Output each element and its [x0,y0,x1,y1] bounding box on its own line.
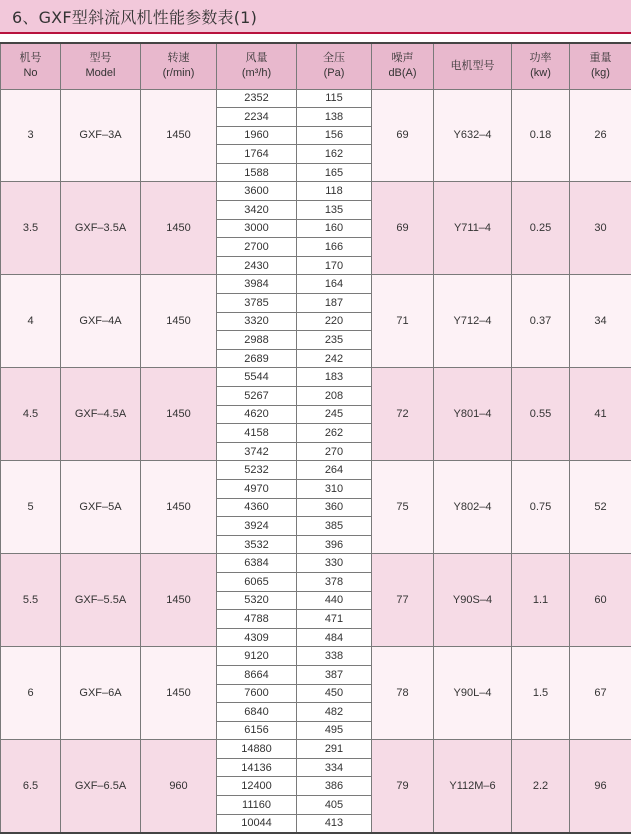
cell-pressure: 360 [297,498,372,517]
cell-motor: Y711–4 [434,182,512,275]
cell-airflow: 4970 [217,479,297,498]
cell-airflow: 4309 [217,628,297,647]
cell-no: 6 [1,647,61,740]
cell-airflow: 6384 [217,554,297,573]
cell-pressure: 484 [297,628,372,647]
cell-pressure: 135 [297,201,372,220]
cell-pressure: 166 [297,238,372,257]
table-row [1,275,631,294]
cell-airflow: 14136 [217,758,297,777]
cell-airflow: 4360 [217,498,297,517]
col-header-weight: 重量 (kg) [570,43,631,89]
cell-power: 1.1 [512,554,570,647]
cell-power: 0.18 [512,89,570,182]
cell-airflow: 9120 [217,647,297,666]
cell-airflow: 3984 [217,275,297,294]
cell-power: 0.37 [512,275,570,368]
title-bar [0,0,631,34]
cell-noise: 78 [372,647,434,740]
cell-weight: 30 [570,182,631,275]
cell-pressure: 495 [297,721,372,740]
col-header-no: 机号 No [1,43,61,89]
cell-model: GXF–3A [61,89,141,182]
cell-pressure: 138 [297,108,372,127]
cell-no: 3 [1,89,61,182]
cell-pressure: 440 [297,591,372,610]
cell-speed: 1450 [141,647,217,740]
cell-pressure: 245 [297,405,372,424]
cell-pressure: 183 [297,368,372,387]
table-row [1,740,631,759]
page-title: 6、GXF型斜流风机性能参数表(1) [12,8,258,27]
cell-airflow: 2689 [217,349,297,368]
cell-airflow: 7600 [217,684,297,703]
cell-airflow: 3924 [217,517,297,536]
cell-airflow: 5232 [217,461,297,480]
cell-speed: 1450 [141,368,217,461]
cell-airflow: 1960 [217,126,297,145]
cell-airflow: 1764 [217,145,297,164]
cell-pressure: 264 [297,461,372,480]
cell-speed: 1450 [141,275,217,368]
cell-airflow: 12400 [217,777,297,796]
cell-pressure: 450 [297,684,372,703]
col-header-motor: 电机型号 [434,43,512,89]
cell-pressure: 162 [297,145,372,164]
cell-pressure: 165 [297,163,372,182]
table-row [1,647,631,666]
cell-airflow: 3532 [217,535,297,554]
cell-airflow: 10044 [217,814,297,833]
cell-noise: 75 [372,461,434,554]
table-row [1,89,631,108]
cell-airflow: 6156 [217,721,297,740]
cell-airflow: 14880 [217,740,297,759]
cell-motor: Y90S–4 [434,554,512,647]
cell-motor: Y712–4 [434,275,512,368]
cell-pressure: 471 [297,610,372,629]
col-header-airflow: 风量 (m³/h) [217,43,297,89]
col-header-speed: 转速 (r/min) [141,43,217,89]
cell-model: GXF–6.5A [61,740,141,833]
cell-pressure: 156 [297,126,372,145]
cell-airflow: 3600 [217,182,297,201]
cell-airflow: 4158 [217,424,297,443]
cell-motor: Y632–4 [434,89,512,182]
cell-model: GXF–5.5A [61,554,141,647]
table-body [1,89,631,833]
cell-airflow: 5320 [217,591,297,610]
cell-airflow: 2352 [217,89,297,108]
cell-pressure: 385 [297,517,372,536]
cell-airflow: 6840 [217,703,297,722]
cell-speed: 1450 [141,89,217,182]
cell-model: GXF–6A [61,647,141,740]
cell-pressure: 164 [297,275,372,294]
cell-pressure: 405 [297,796,372,815]
cell-airflow: 1588 [217,163,297,182]
cell-weight: 41 [570,368,631,461]
cell-pressure: 330 [297,554,372,573]
cell-speed: 1450 [141,461,217,554]
cell-no: 6.5 [1,740,61,833]
cell-airflow: 2988 [217,331,297,350]
cell-weight: 34 [570,275,631,368]
cell-airflow: 3742 [217,442,297,461]
performance-table [0,42,631,834]
cell-pressure: 242 [297,349,372,368]
cell-power: 0.75 [512,461,570,554]
cell-pressure: 170 [297,256,372,275]
cell-noise: 77 [372,554,434,647]
cell-pressure: 378 [297,572,372,591]
cell-pressure: 310 [297,479,372,498]
cell-airflow: 2430 [217,256,297,275]
cell-pressure: 386 [297,777,372,796]
cell-pressure: 387 [297,665,372,684]
col-header-noise: 噪声 dB(A) [372,43,434,89]
cell-motor: Y112M–6 [434,740,512,833]
cell-airflow: 6065 [217,572,297,591]
cell-pressure: 187 [297,294,372,313]
cell-noise: 79 [372,740,434,833]
cell-weight: 52 [570,461,631,554]
cell-airflow: 5544 [217,368,297,387]
cell-airflow: 2234 [217,108,297,127]
cell-airflow: 3785 [217,294,297,313]
cell-power: 0.55 [512,368,570,461]
cell-weight: 26 [570,89,631,182]
cell-airflow: 3320 [217,312,297,331]
cell-no: 4.5 [1,368,61,461]
cell-pressure: 208 [297,387,372,406]
cell-pressure: 291 [297,740,372,759]
cell-pressure: 160 [297,219,372,238]
cell-pressure: 482 [297,703,372,722]
cell-no: 5 [1,461,61,554]
cell-power: 2.2 [512,740,570,833]
cell-model: GXF–5A [61,461,141,554]
cell-pressure: 220 [297,312,372,331]
cell-pressure: 338 [297,647,372,666]
table-row [1,461,631,480]
cell-airflow: 2700 [217,238,297,257]
cell-noise: 69 [372,182,434,275]
cell-no: 4 [1,275,61,368]
cell-motor: Y802–4 [434,461,512,554]
cell-weight: 60 [570,554,631,647]
cell-pressure: 334 [297,758,372,777]
cell-airflow: 3420 [217,201,297,220]
cell-noise: 72 [372,368,434,461]
cell-speed: 1450 [141,182,217,275]
cell-model: GXF–4.5A [61,368,141,461]
cell-weight: 67 [570,647,631,740]
cell-motor: Y801–4 [434,368,512,461]
col-header-power: 功率 (kw) [512,43,570,89]
cell-power: 1.5 [512,647,570,740]
cell-airflow: 8664 [217,665,297,684]
cell-weight: 96 [570,740,631,833]
cell-noise: 69 [372,89,434,182]
cell-airflow: 4788 [217,610,297,629]
cell-speed: 960 [141,740,217,833]
cell-model: GXF–4A [61,275,141,368]
cell-pressure: 396 [297,535,372,554]
col-header-model: 型号 Model [61,43,141,89]
cell-no: 3.5 [1,182,61,275]
table-row [1,368,631,387]
header-row [1,43,631,89]
table-row [1,182,631,201]
cell-pressure: 118 [297,182,372,201]
cell-model: GXF–3.5A [61,182,141,275]
cell-airflow: 3000 [217,219,297,238]
cell-pressure: 235 [297,331,372,350]
cell-power: 0.25 [512,182,570,275]
cell-airflow: 5267 [217,387,297,406]
cell-no: 5.5 [1,554,61,647]
cell-speed: 1450 [141,554,217,647]
cell-pressure: 270 [297,442,372,461]
cell-pressure: 115 [297,89,372,108]
cell-airflow: 4620 [217,405,297,424]
cell-noise: 71 [372,275,434,368]
cell-motor: Y90L–4 [434,647,512,740]
table-row [1,554,631,573]
cell-pressure: 262 [297,424,372,443]
col-header-pressure: 全压 (Pa) [297,43,372,89]
cell-pressure: 413 [297,814,372,833]
cell-airflow: 11160 [217,796,297,815]
